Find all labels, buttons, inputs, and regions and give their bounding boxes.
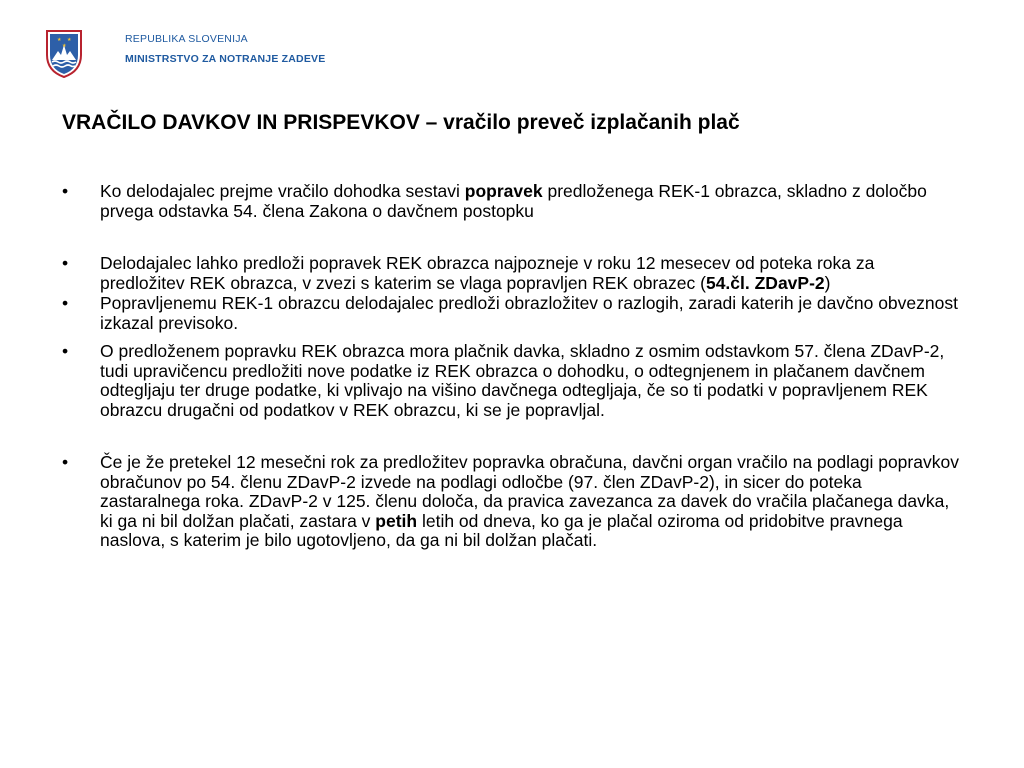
bullet-text: ) [824,272,831,293]
bullet-item [62,182,962,221]
bullet-text: Popravljenemu REK-1 obrazcu delodajalec predloži obrazložitev o razlogih, zaradi katerih je davčno obveznost izkazal previsoko. [100,293,958,333]
svg-text:★: ★ [67,37,72,43]
bullet-emphasis: popravek [464,181,543,201]
bullet-text: predloženega REK-1 obrazca, skladno z določbo prvega odstavka 54. člena Zakona o davčnem postopku [100,181,927,221]
bullet-item [62,453,962,551]
bullet-marker: • [62,341,69,361]
organization-name [125,32,325,66]
bullet-list [62,182,962,551]
slovenia-coat-of-arms-icon [44,29,84,79]
bullet-emphasis: petih [375,510,418,531]
bullet-emphasis: 54.čl. ZDavP-2 [705,272,825,293]
bullet-marker: • [62,181,69,201]
bullet-item [62,254,962,293]
bullet-text: Če je že pretekel 12 mesečni rok za predložitev popravka obračuna, davčni organ vračilo na podlagi popravkov obračunov po 54. členu ZDavP-2 izvede na podlagi odločbe (97. člen ZDavP-2), in sicer do poteka zastaralnega roka. ZDavP-2 v 125. členu določa, da pravica zavezanca za davek do vračila plačanega davka, ki ga ni bil dolžan plačati, zastara v [100,452,959,531]
org-line-country: REPUBLIKA SLOVENIJA [125,33,248,45]
org-line-ministry: MINISTRSTVO ZA NOTRANJE ZADEVE [125,53,326,65]
bullet-marker: • [62,452,69,472]
bullet-marker: • [62,253,69,273]
bullet-text: letih od dneva, ko ga je plačal oziroma od pridobitve pravnega naslova, s katerim je bilo ugotovljeno, da ga ni bil dolžan plačati. [100,510,903,550]
bullet-marker: • [62,293,69,313]
slide-title: VRAČILO DAVKOV IN PRISPEVKOV – vračilo preveč izplačanih plač [62,111,740,134]
bullet-item [62,342,962,420]
bullet-text: O predloženem popravku REK obrazca mora plačnik davka, skladno z osmim odstavkom 57. člena ZDavP-2, tudi upravičencu predložiti nove podatke iz REK obrazca o dohodku, o odtegnjenem in plačanem davčnem odtegljaju ter druge podatke, ki vplivajo na višino davčnega odtegljaja, če so ti podatki v popravljenem REK obrazcu drugačni od podatkov v REK obrazcu, ki se je popravljal. [100,341,945,420]
bullet-item [62,294,962,333]
svg-text:★: ★ [57,37,62,43]
bullet-text: Ko delodajalec prejme vračilo dohodka sestavi [100,181,465,201]
svg-text:★: ★ [62,43,67,49]
bullet-text: Delodajalec lahko predloži popravek REK obrazca najpozneje v roku 12 mesecev od poteka roka za predložitev REK obrazca, v zvezi s katerim se vlaga popravljen REK obrazec ( [100,253,875,293]
